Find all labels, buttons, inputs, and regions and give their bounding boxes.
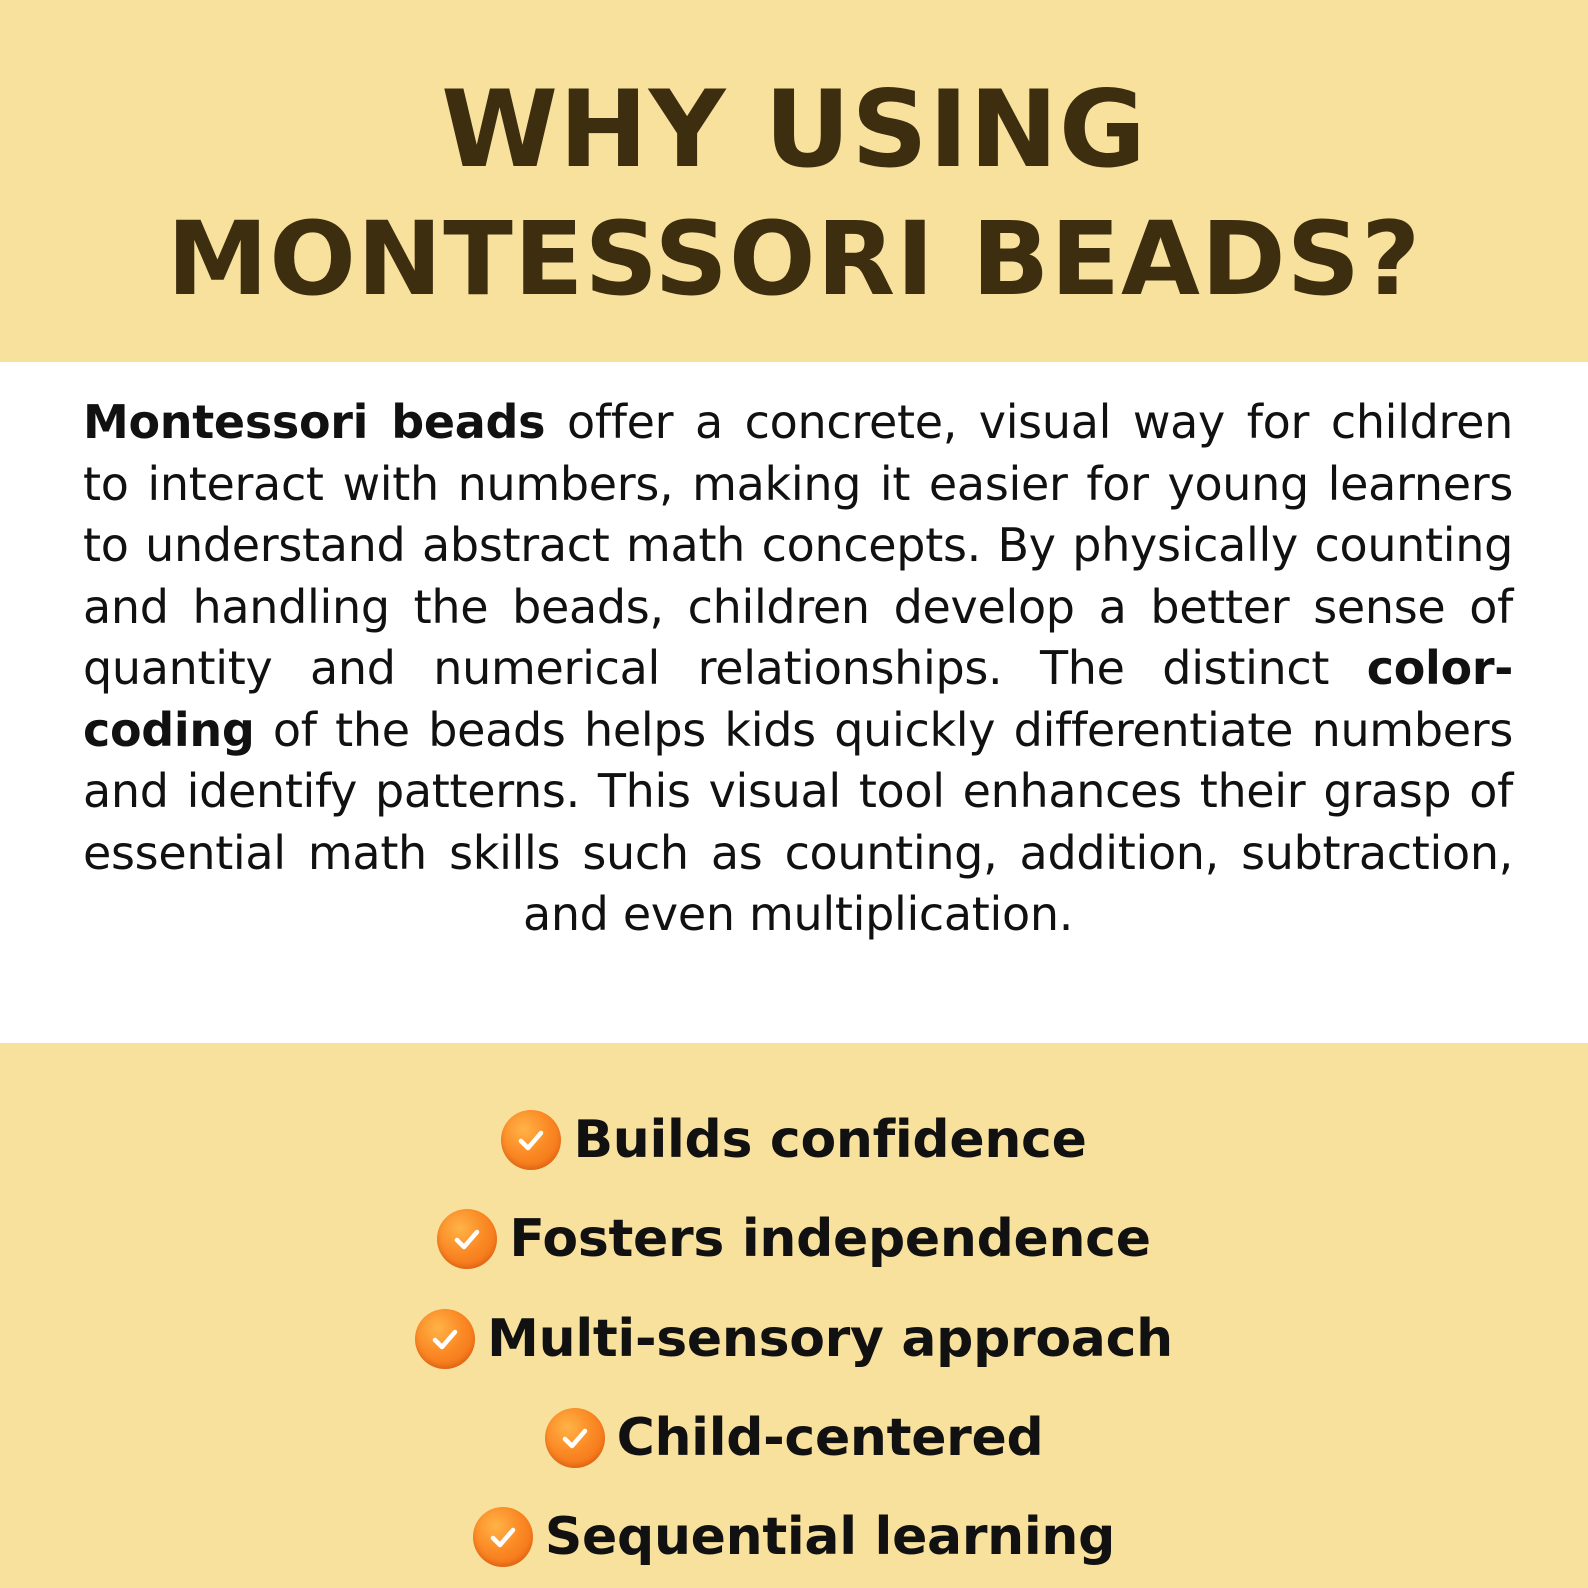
description-text-1: offer a concrete, visual way for children to interact with numbers, making it easier for young learners to understand abstract math concepts. By physically counting and handling the beads, children develop a better sense of quantity and numerical relationships. The distinct bbox=[83, 395, 1513, 695]
benefit-item bbox=[0, 1299, 1588, 1379]
benefit-label: Multi-sensory approach bbox=[487, 1309, 1173, 1369]
benefit-label: Builds confidence bbox=[573, 1110, 1087, 1170]
benefit-item bbox=[0, 1100, 1588, 1180]
page-title-line-2: MONTESSORI BEADS? bbox=[166, 200, 1422, 319]
description-lead-bold: Montessori beads bbox=[83, 395, 546, 449]
page-title-line-1: WHY USING bbox=[441, 68, 1147, 191]
check-circle-icon bbox=[473, 1507, 533, 1567]
description-text-2: of the beads helps kids quickly differentiate numbers and identify patterns. This visual tool enhances their grasp of essential math skills such as counting, addition, subtraction, and even multiplication. bbox=[83, 702, 1513, 941]
description-paragraph bbox=[83, 392, 1513, 946]
description-mid-bold: color-coding bbox=[83, 641, 1513, 757]
benefit-label: Sequential learning bbox=[544, 1507, 1116, 1567]
benefits-list bbox=[0, 1043, 1588, 1588]
description-panel bbox=[0, 362, 1588, 1043]
check-circle-icon bbox=[545, 1408, 605, 1468]
benefit-item bbox=[0, 1199, 1588, 1279]
header-band bbox=[0, 0, 1588, 362]
benefit-label: Fosters independence bbox=[509, 1209, 1151, 1269]
benefit-label: Child-centered bbox=[616, 1408, 1044, 1468]
check-circle-icon bbox=[437, 1209, 497, 1269]
check-circle-icon bbox=[501, 1110, 561, 1170]
check-circle-icon bbox=[415, 1309, 475, 1369]
benefit-item bbox=[0, 1398, 1588, 1478]
benefit-item bbox=[0, 1497, 1588, 1577]
